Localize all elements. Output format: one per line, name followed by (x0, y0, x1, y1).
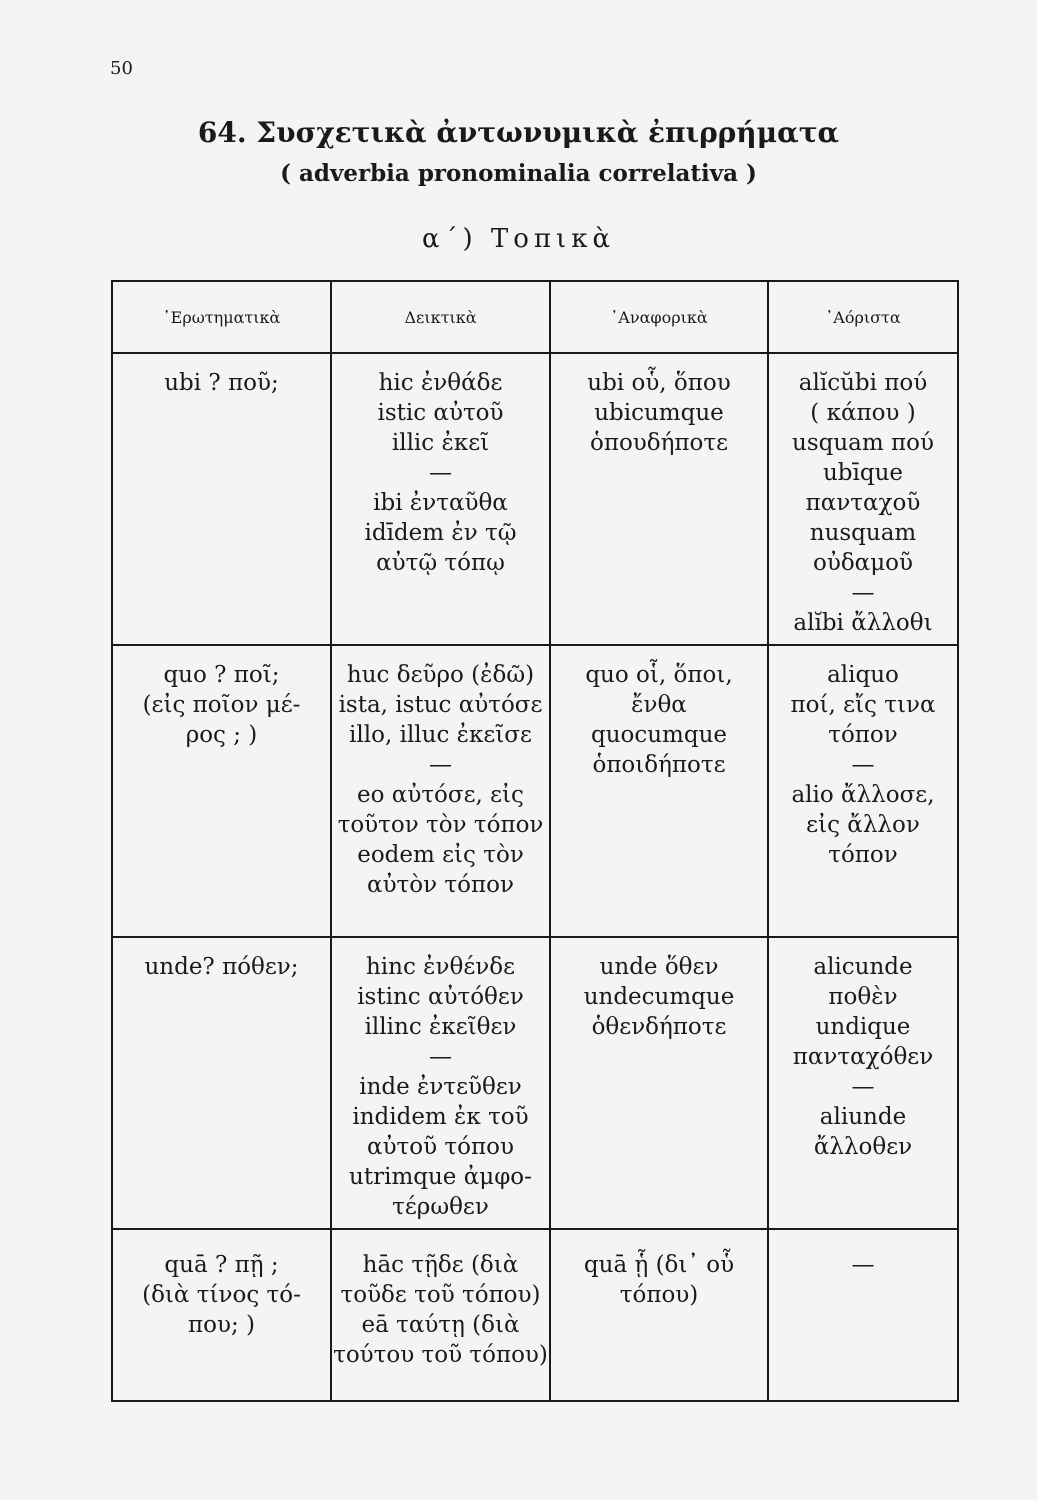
cell-line: — (429, 752, 452, 778)
header-indefinite: ᾿Αόριστα (768, 281, 958, 353)
cell-line: ( κάπου ) (810, 400, 916, 426)
cell-line: οὐδαμοῦ (813, 550, 913, 576)
cell-line: unde ὅθεν (599, 954, 719, 980)
table-cell (331, 353, 550, 645)
cell-content (113, 646, 330, 750)
table-cell (550, 937, 768, 1229)
cell-content (113, 354, 330, 398)
cell-line: unde? πόθεν; (144, 954, 299, 980)
table-cell (112, 937, 331, 1229)
cell-line: (διὰ τίνος τό- (142, 1282, 301, 1308)
cell-line: ibi ἐνταῦθα (373, 490, 508, 516)
subsection-heading: α΄) Τοπικὰ (421, 224, 616, 254)
cell-line: quo οἷ, ὅποι, (585, 662, 733, 688)
cell-line: eā ταύτῃ (διὰ (361, 1312, 520, 1338)
cell-line: undique (815, 1014, 911, 1040)
cell-line: ἔνθα (631, 692, 687, 718)
table-cell (768, 645, 958, 937)
cell-line: nusquam (809, 520, 917, 546)
cell-line: ubi οὗ, ὅπου (587, 370, 731, 396)
cell-line: ista, istuc αὐτόσε (338, 692, 543, 718)
cell-line: (εἰς ποῖον μέ- (142, 692, 301, 718)
cell-content (332, 938, 549, 1222)
cell-line: eo αὐτόσε, εἰς (357, 782, 524, 808)
cell-line: istic αὐτοῦ (377, 400, 504, 426)
table-cell (768, 937, 958, 1229)
cell-line: ὁπουδήποτε (589, 430, 729, 456)
table-cell (550, 645, 768, 937)
cell-line: πανταχόθεν (792, 1044, 934, 1070)
cell-line: inde ἐντεῦθεν (359, 1074, 522, 1100)
cell-content (113, 1230, 330, 1340)
cell-content (113, 938, 330, 982)
cell-line: aliunde (819, 1104, 907, 1130)
table-header-row (112, 281, 958, 353)
cell-line: usquam πού (792, 430, 934, 456)
cell-line: indidem ἐκ τοῦ (352, 1104, 529, 1130)
cell-line: — (851, 752, 875, 778)
cell-line: quā ᾗ (δι᾿ οὗ (583, 1252, 735, 1278)
cell-line: quocumque (590, 722, 728, 748)
cell-line: alicunde (813, 954, 913, 980)
correlative-adverbs-table (111, 280, 959, 1402)
cell-line: — (429, 1044, 452, 1070)
table-cell (331, 1229, 550, 1401)
table-cell (112, 1229, 331, 1401)
cell-line: quo ? ποῖ; (163, 662, 280, 688)
table-cell (768, 1229, 958, 1401)
table-cell (331, 645, 550, 937)
cell-line: εἰς ἄλλον (806, 812, 920, 838)
table-cell (331, 937, 550, 1229)
cell-content (551, 354, 767, 458)
page-number: 50 (110, 58, 133, 79)
cell-line: eodem εἰς τὸν (357, 842, 524, 868)
table-row (112, 1229, 958, 1401)
cell-line: αὐτοῦ τόπου (367, 1134, 514, 1160)
cell-line: ubi ? ποῦ; (164, 370, 279, 396)
cell-line: ρος ; ) (185, 722, 258, 748)
table-row (112, 937, 958, 1229)
cell-content (332, 1230, 549, 1370)
cell-line: illo, illuc ἐκεῖσε (349, 722, 532, 748)
cell-line: τοῦδε τοῦ τόπου) (340, 1282, 541, 1308)
table-cell (768, 353, 958, 645)
cell-line: hāc τῇδε (διὰ (362, 1252, 519, 1278)
cell-line: αὐτὸν τόπον (367, 872, 514, 898)
cell-line: τούτου τοῦ τόπου) (333, 1342, 548, 1368)
section-title: 64. Συσχετικὰ ἀντωνυμικὰ ἐπιρρήματα (197, 116, 840, 149)
cell-line: hic ἐνθάδε (378, 370, 503, 396)
cell-line: illinc ἐκεῖθεν (364, 1014, 517, 1040)
cell-content (769, 646, 957, 870)
cell-line: istinc αὐτόθεν (357, 984, 524, 1010)
table-cell (112, 645, 331, 937)
cell-content (332, 354, 549, 578)
cell-line: τόπον (828, 722, 898, 748)
cell-line: — (851, 1074, 875, 1100)
cell-line: alĭcŭbi πού (798, 370, 928, 396)
cell-content (769, 1230, 957, 1280)
cell-line: hinc ἐνθένδε (365, 954, 515, 980)
cell-line: ubīque (822, 460, 904, 486)
cell-line: που; ) (188, 1312, 255, 1338)
table-row (112, 645, 958, 937)
cell-line: alio ἄλλοσε, (791, 782, 935, 808)
cell-line: utrimque ἀμφο- (349, 1164, 532, 1190)
cell-line: ubicumque (594, 400, 724, 426)
cell-line: quā ? πῇ ; (164, 1252, 279, 1278)
cell-line: τοῦτον τὸν τόπον (337, 812, 544, 838)
cell-line: undecumque (583, 984, 735, 1010)
header-demonstrative: Δεικτικὰ (331, 281, 550, 353)
cell-line: ὁθενδήποτε (591, 1014, 727, 1040)
table-cell (550, 353, 768, 645)
cell-line: τόπου) (619, 1282, 699, 1308)
cell-line: ὁποιδήποτε (592, 752, 726, 778)
cell-line: aliquo (827, 662, 899, 688)
cell-line: — (851, 1252, 875, 1278)
cell-line: πανταχοῦ (805, 490, 921, 516)
section-subtitle: ( adverbia pronominalia correlativa ) (280, 160, 757, 187)
table-cell (112, 353, 331, 645)
cell-content (769, 938, 957, 1162)
cell-line: — (429, 460, 452, 486)
cell-content (551, 1230, 767, 1310)
cell-line: alĭbi ἄλλοθι (793, 610, 933, 636)
table-row (112, 353, 958, 645)
cell-line: ποθὲν (828, 984, 898, 1010)
cell-line: αὐτῷ τόπῳ (376, 550, 505, 576)
cell-line: τόπον (828, 842, 898, 868)
header-interrogative: ᾿Ερωτηματικὰ (112, 281, 331, 353)
cell-content (551, 646, 767, 780)
cell-content (551, 938, 767, 1042)
cell-line: τέρωθεν (392, 1194, 489, 1220)
cell-line: illic ἐκεῖ (391, 430, 490, 456)
cell-line: ἄλλοθεν (813, 1134, 913, 1160)
cell-content (332, 646, 549, 900)
cell-line: huc δεῦρο (ἐδῶ) (346, 662, 535, 688)
table-cell (550, 1229, 768, 1401)
cell-line: ποί, εἴς τινα (790, 692, 936, 718)
cell-content (769, 354, 957, 638)
header-relative: ᾿Αναφορικὰ (550, 281, 768, 353)
cell-line: — (851, 580, 875, 606)
cell-line: idīdem ἐν τῷ (364, 520, 517, 546)
